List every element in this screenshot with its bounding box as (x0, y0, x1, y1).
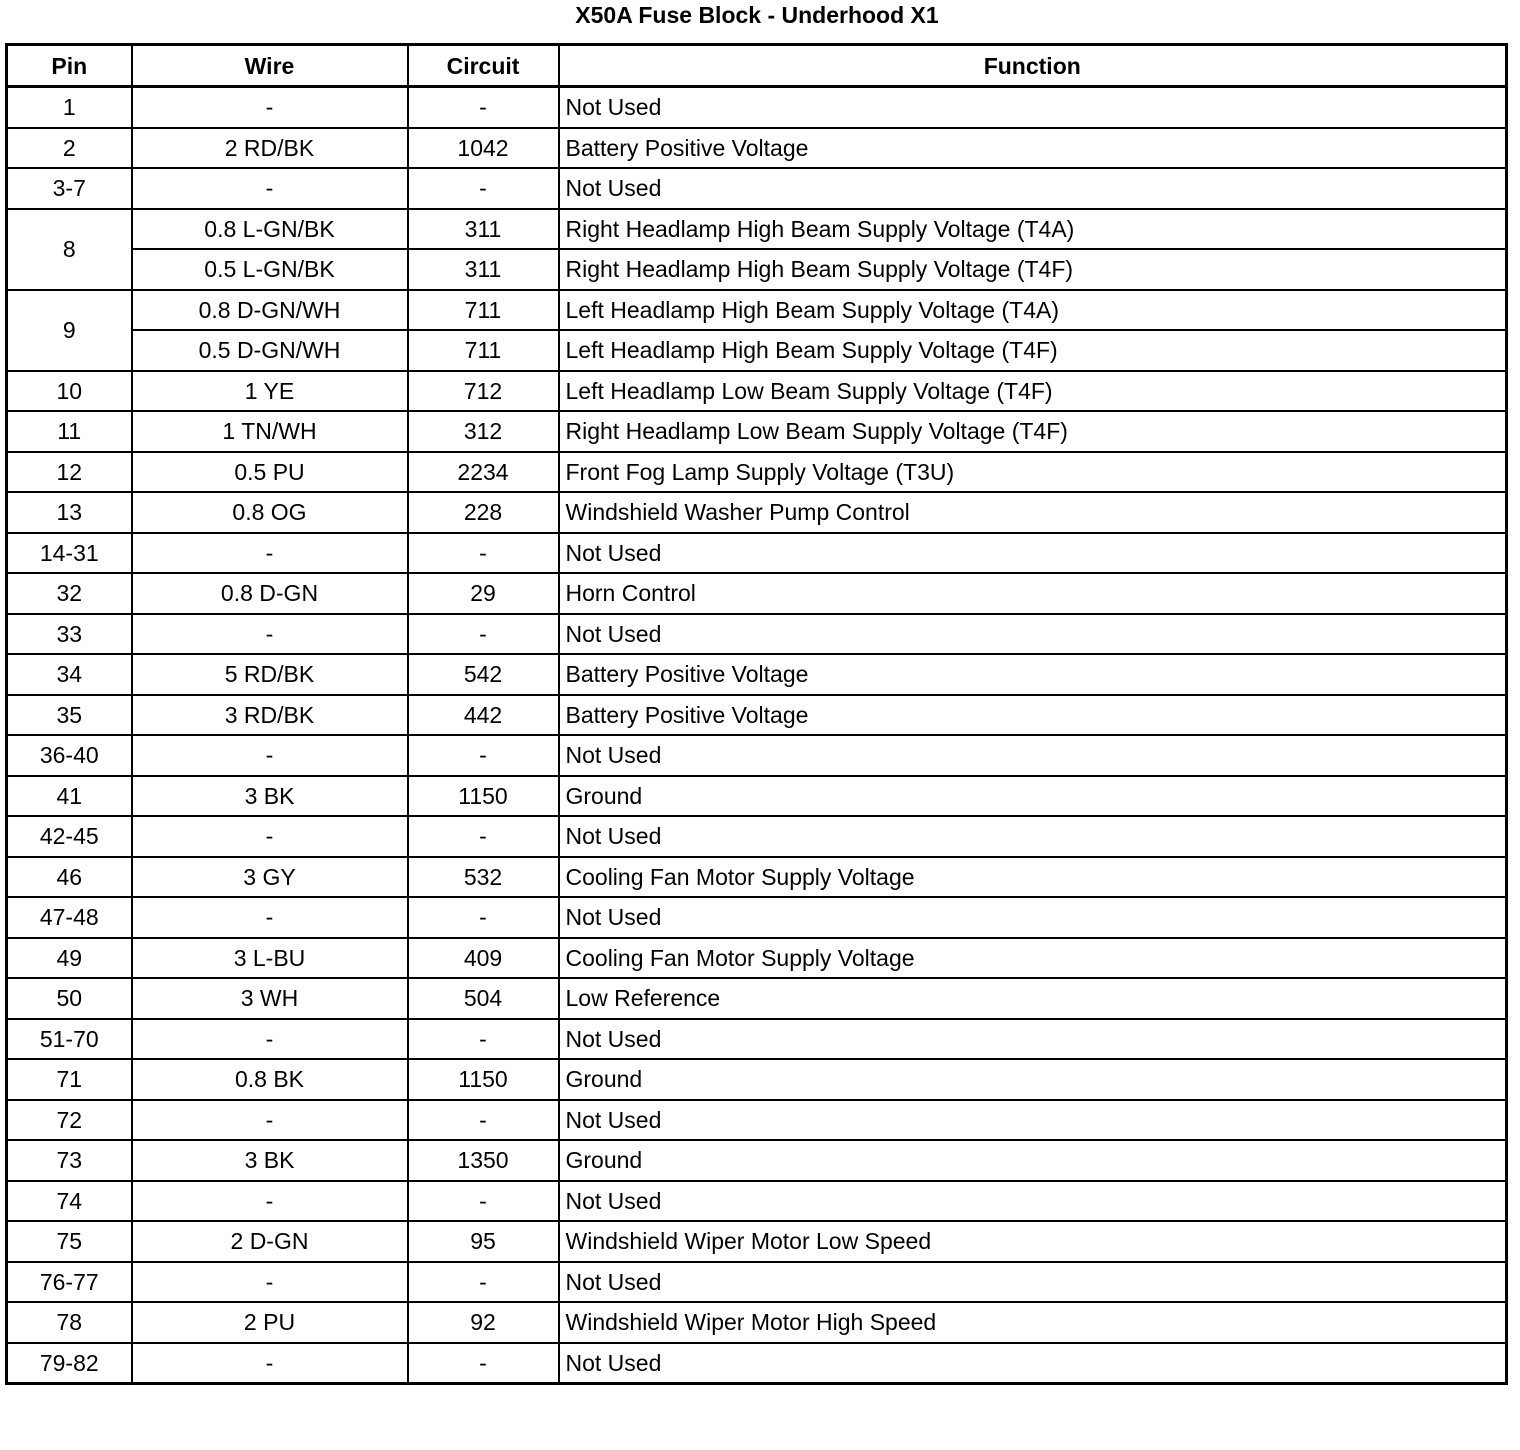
function-cell: Cooling Fan Motor Supply Voltage (559, 938, 1507, 979)
function-cell: Cooling Fan Motor Supply Voltage (559, 857, 1507, 898)
table-row (7, 1019, 1507, 1060)
wire-cell: - (132, 1019, 408, 1060)
wire-cell: - (132, 533, 408, 574)
wire-cell: 0.5 L-GN/BK (132, 249, 408, 290)
pin-cell: 74 (7, 1181, 132, 1222)
pin-cell: 49 (7, 938, 132, 979)
wire-cell: 5 RD/BK (132, 654, 408, 695)
function-cell: Right Headlamp High Beam Supply Voltage (T4A) (559, 209, 1507, 250)
table-row (7, 1100, 1507, 1141)
table-row (7, 1221, 1507, 1262)
pin-cell: 47-48 (7, 897, 132, 938)
pin-cell: 73 (7, 1140, 132, 1181)
wire-cell: 1 TN/WH (132, 411, 408, 452)
page-title: X50A Fuse Block - Underhood X1 (575, 2, 939, 28)
pin-cell: 79-82 (7, 1343, 132, 1384)
circuit-cell: 542 (408, 654, 559, 695)
pin-cell: 10 (7, 371, 132, 412)
circuit-cell: 442 (408, 695, 559, 736)
wire-cell: - (132, 735, 408, 776)
wire-cell: - (132, 1100, 408, 1141)
wire-cell: 1 YE (132, 371, 408, 412)
table-row (7, 249, 1507, 290)
function-cell: Not Used (559, 816, 1507, 857)
table-row (7, 128, 1507, 169)
pin-cell: 51-70 (7, 1019, 132, 1060)
table-row (7, 1181, 1507, 1222)
column-header-function: Function (559, 45, 1507, 87)
pin-cell: 34 (7, 654, 132, 695)
wire-cell: 3 L-BU (132, 938, 408, 979)
wire-cell: 0.8 L-GN/BK (132, 209, 408, 250)
function-cell: Not Used (559, 1343, 1507, 1384)
pin-cell: 3-7 (7, 168, 132, 209)
function-cell: Right Headlamp Low Beam Supply Voltage (T4F) (559, 411, 1507, 452)
wire-cell: 0.5 D-GN/WH (132, 330, 408, 371)
wire-cell: 3 WH (132, 978, 408, 1019)
wire-cell: - (132, 1262, 408, 1303)
circuit-cell: - (408, 897, 559, 938)
function-cell: Not Used (559, 1100, 1507, 1141)
wire-cell: 3 GY (132, 857, 408, 898)
wire-cell: - (132, 816, 408, 857)
table-row (7, 1059, 1507, 1100)
table-row (7, 533, 1507, 574)
pin-cell: 76-77 (7, 1262, 132, 1303)
circuit-cell: - (408, 533, 559, 574)
function-cell: Left Headlamp High Beam Supply Voltage (T4A) (559, 290, 1507, 331)
circuit-cell: 711 (408, 290, 559, 331)
function-cell: Windshield Wiper Motor Low Speed (559, 1221, 1507, 1262)
circuit-cell: 311 (408, 249, 559, 290)
circuit-cell: - (408, 614, 559, 655)
circuit-cell: 311 (408, 209, 559, 250)
function-cell: Ground (559, 1140, 1507, 1181)
column-header-wire: Wire (132, 45, 408, 87)
pin-cell: 46 (7, 857, 132, 898)
table-row (7, 857, 1507, 898)
circuit-cell: 2234 (408, 452, 559, 493)
table-row (7, 816, 1507, 857)
table-row (7, 209, 1507, 250)
circuit-cell: - (408, 1181, 559, 1222)
function-cell: Ground (559, 1059, 1507, 1100)
pin-cell: 33 (7, 614, 132, 655)
wire-cell: - (132, 1181, 408, 1222)
pin-cell: 1 (7, 87, 132, 128)
wire-cell: 2 RD/BK (132, 128, 408, 169)
function-cell: Not Used (559, 168, 1507, 209)
wire-cell: - (132, 87, 408, 128)
table-row (7, 897, 1507, 938)
circuit-cell: 409 (408, 938, 559, 979)
circuit-cell: - (408, 1343, 559, 1384)
table-row (7, 330, 1507, 371)
wire-cell: 0.8 D-GN (132, 573, 408, 614)
pin-cell: 13 (7, 492, 132, 533)
circuit-cell: - (408, 87, 559, 128)
circuit-cell: 1042 (408, 128, 559, 169)
wire-cell: 0.8 OG (132, 492, 408, 533)
pin-cell: 35 (7, 695, 132, 736)
function-cell: Not Used (559, 897, 1507, 938)
pin-cell: 41 (7, 776, 132, 817)
table-row (7, 1262, 1507, 1303)
circuit-cell: 1150 (408, 1059, 559, 1100)
table-row (7, 371, 1507, 412)
pin-cell: 78 (7, 1302, 132, 1343)
table-row (7, 290, 1507, 331)
function-cell: Not Used (559, 614, 1507, 655)
wire-cell: 0.8 D-GN/WH (132, 290, 408, 331)
function-cell: Ground (559, 776, 1507, 817)
wire-cell: 3 RD/BK (132, 695, 408, 736)
circuit-cell: 228 (408, 492, 559, 533)
function-cell: Not Used (559, 1019, 1507, 1060)
table-row (7, 411, 1507, 452)
wire-cell: 0.8 BK (132, 1059, 408, 1100)
pin-cell: 32 (7, 573, 132, 614)
wire-cell: 0.5 PU (132, 452, 408, 493)
table-row (7, 168, 1507, 209)
column-header-pin: Pin (7, 45, 132, 87)
pin-cell: 11 (7, 411, 132, 452)
function-cell: Not Used (559, 533, 1507, 574)
circuit-cell: 92 (408, 1302, 559, 1343)
table-row (7, 978, 1507, 1019)
wire-cell: 3 BK (132, 1140, 408, 1181)
circuit-cell: 1350 (408, 1140, 559, 1181)
wire-cell: - (132, 1343, 408, 1384)
pin-cell: 50 (7, 978, 132, 1019)
function-cell: Horn Control (559, 573, 1507, 614)
function-cell: Battery Positive Voltage (559, 654, 1507, 695)
circuit-cell: - (408, 1100, 559, 1141)
pin-cell: 9 (7, 290, 132, 371)
table-row (7, 938, 1507, 979)
table-row (7, 776, 1507, 817)
table-row (7, 87, 1507, 128)
circuit-cell: - (408, 735, 559, 776)
pin-cell: 75 (7, 1221, 132, 1262)
table-row (7, 452, 1507, 493)
function-cell: Battery Positive Voltage (559, 695, 1507, 736)
function-cell: Left Headlamp High Beam Supply Voltage (T4F) (559, 330, 1507, 371)
pin-cell: 2 (7, 128, 132, 169)
column-header-circuit: Circuit (408, 45, 559, 87)
pinout-table (5, 43, 1508, 1385)
function-cell: Windshield Washer Pump Control (559, 492, 1507, 533)
function-cell: Not Used (559, 1181, 1507, 1222)
circuit-cell: - (408, 1262, 559, 1303)
table-row (7, 1140, 1507, 1181)
table-body (7, 87, 1507, 1384)
wire-cell: - (132, 168, 408, 209)
function-cell: Battery Positive Voltage (559, 128, 1507, 169)
pin-cell: 12 (7, 452, 132, 493)
pin-cell: 8 (7, 209, 132, 290)
function-cell: Low Reference (559, 978, 1507, 1019)
circuit-cell: 1150 (408, 776, 559, 817)
table-row (7, 492, 1507, 533)
circuit-cell: 29 (408, 573, 559, 614)
pin-cell: 72 (7, 1100, 132, 1141)
circuit-cell: 504 (408, 978, 559, 1019)
circuit-cell: 532 (408, 857, 559, 898)
function-cell: Front Fog Lamp Supply Voltage (T3U) (559, 452, 1507, 493)
circuit-cell: - (408, 1019, 559, 1060)
pin-cell: 14-31 (7, 533, 132, 574)
table-row (7, 1302, 1507, 1343)
wire-cell: - (132, 897, 408, 938)
pin-cell: 36-40 (7, 735, 132, 776)
function-cell: Not Used (559, 1262, 1507, 1303)
circuit-cell: 712 (408, 371, 559, 412)
wire-cell: - (132, 614, 408, 655)
table-row (7, 735, 1507, 776)
function-cell: Not Used (559, 87, 1507, 128)
table-row (7, 654, 1507, 695)
table-row (7, 1343, 1507, 1384)
table-row (7, 573, 1507, 614)
function-cell: Windshield Wiper Motor High Speed (559, 1302, 1507, 1343)
table-row (7, 614, 1507, 655)
wire-cell: 2 PU (132, 1302, 408, 1343)
pin-cell: 71 (7, 1059, 132, 1100)
circuit-cell: - (408, 816, 559, 857)
pin-cell: 42-45 (7, 816, 132, 857)
circuit-cell: 711 (408, 330, 559, 371)
circuit-cell: 312 (408, 411, 559, 452)
function-cell: Left Headlamp Low Beam Supply Voltage (T4F) (559, 371, 1507, 412)
function-cell: Not Used (559, 735, 1507, 776)
wire-cell: 3 BK (132, 776, 408, 817)
table-header-row (7, 45, 1507, 87)
circuit-cell: 95 (408, 1221, 559, 1262)
wire-cell: 2 D-GN (132, 1221, 408, 1262)
table-row (7, 695, 1507, 736)
circuit-cell: - (408, 168, 559, 209)
function-cell: Right Headlamp High Beam Supply Voltage (T4F) (559, 249, 1507, 290)
